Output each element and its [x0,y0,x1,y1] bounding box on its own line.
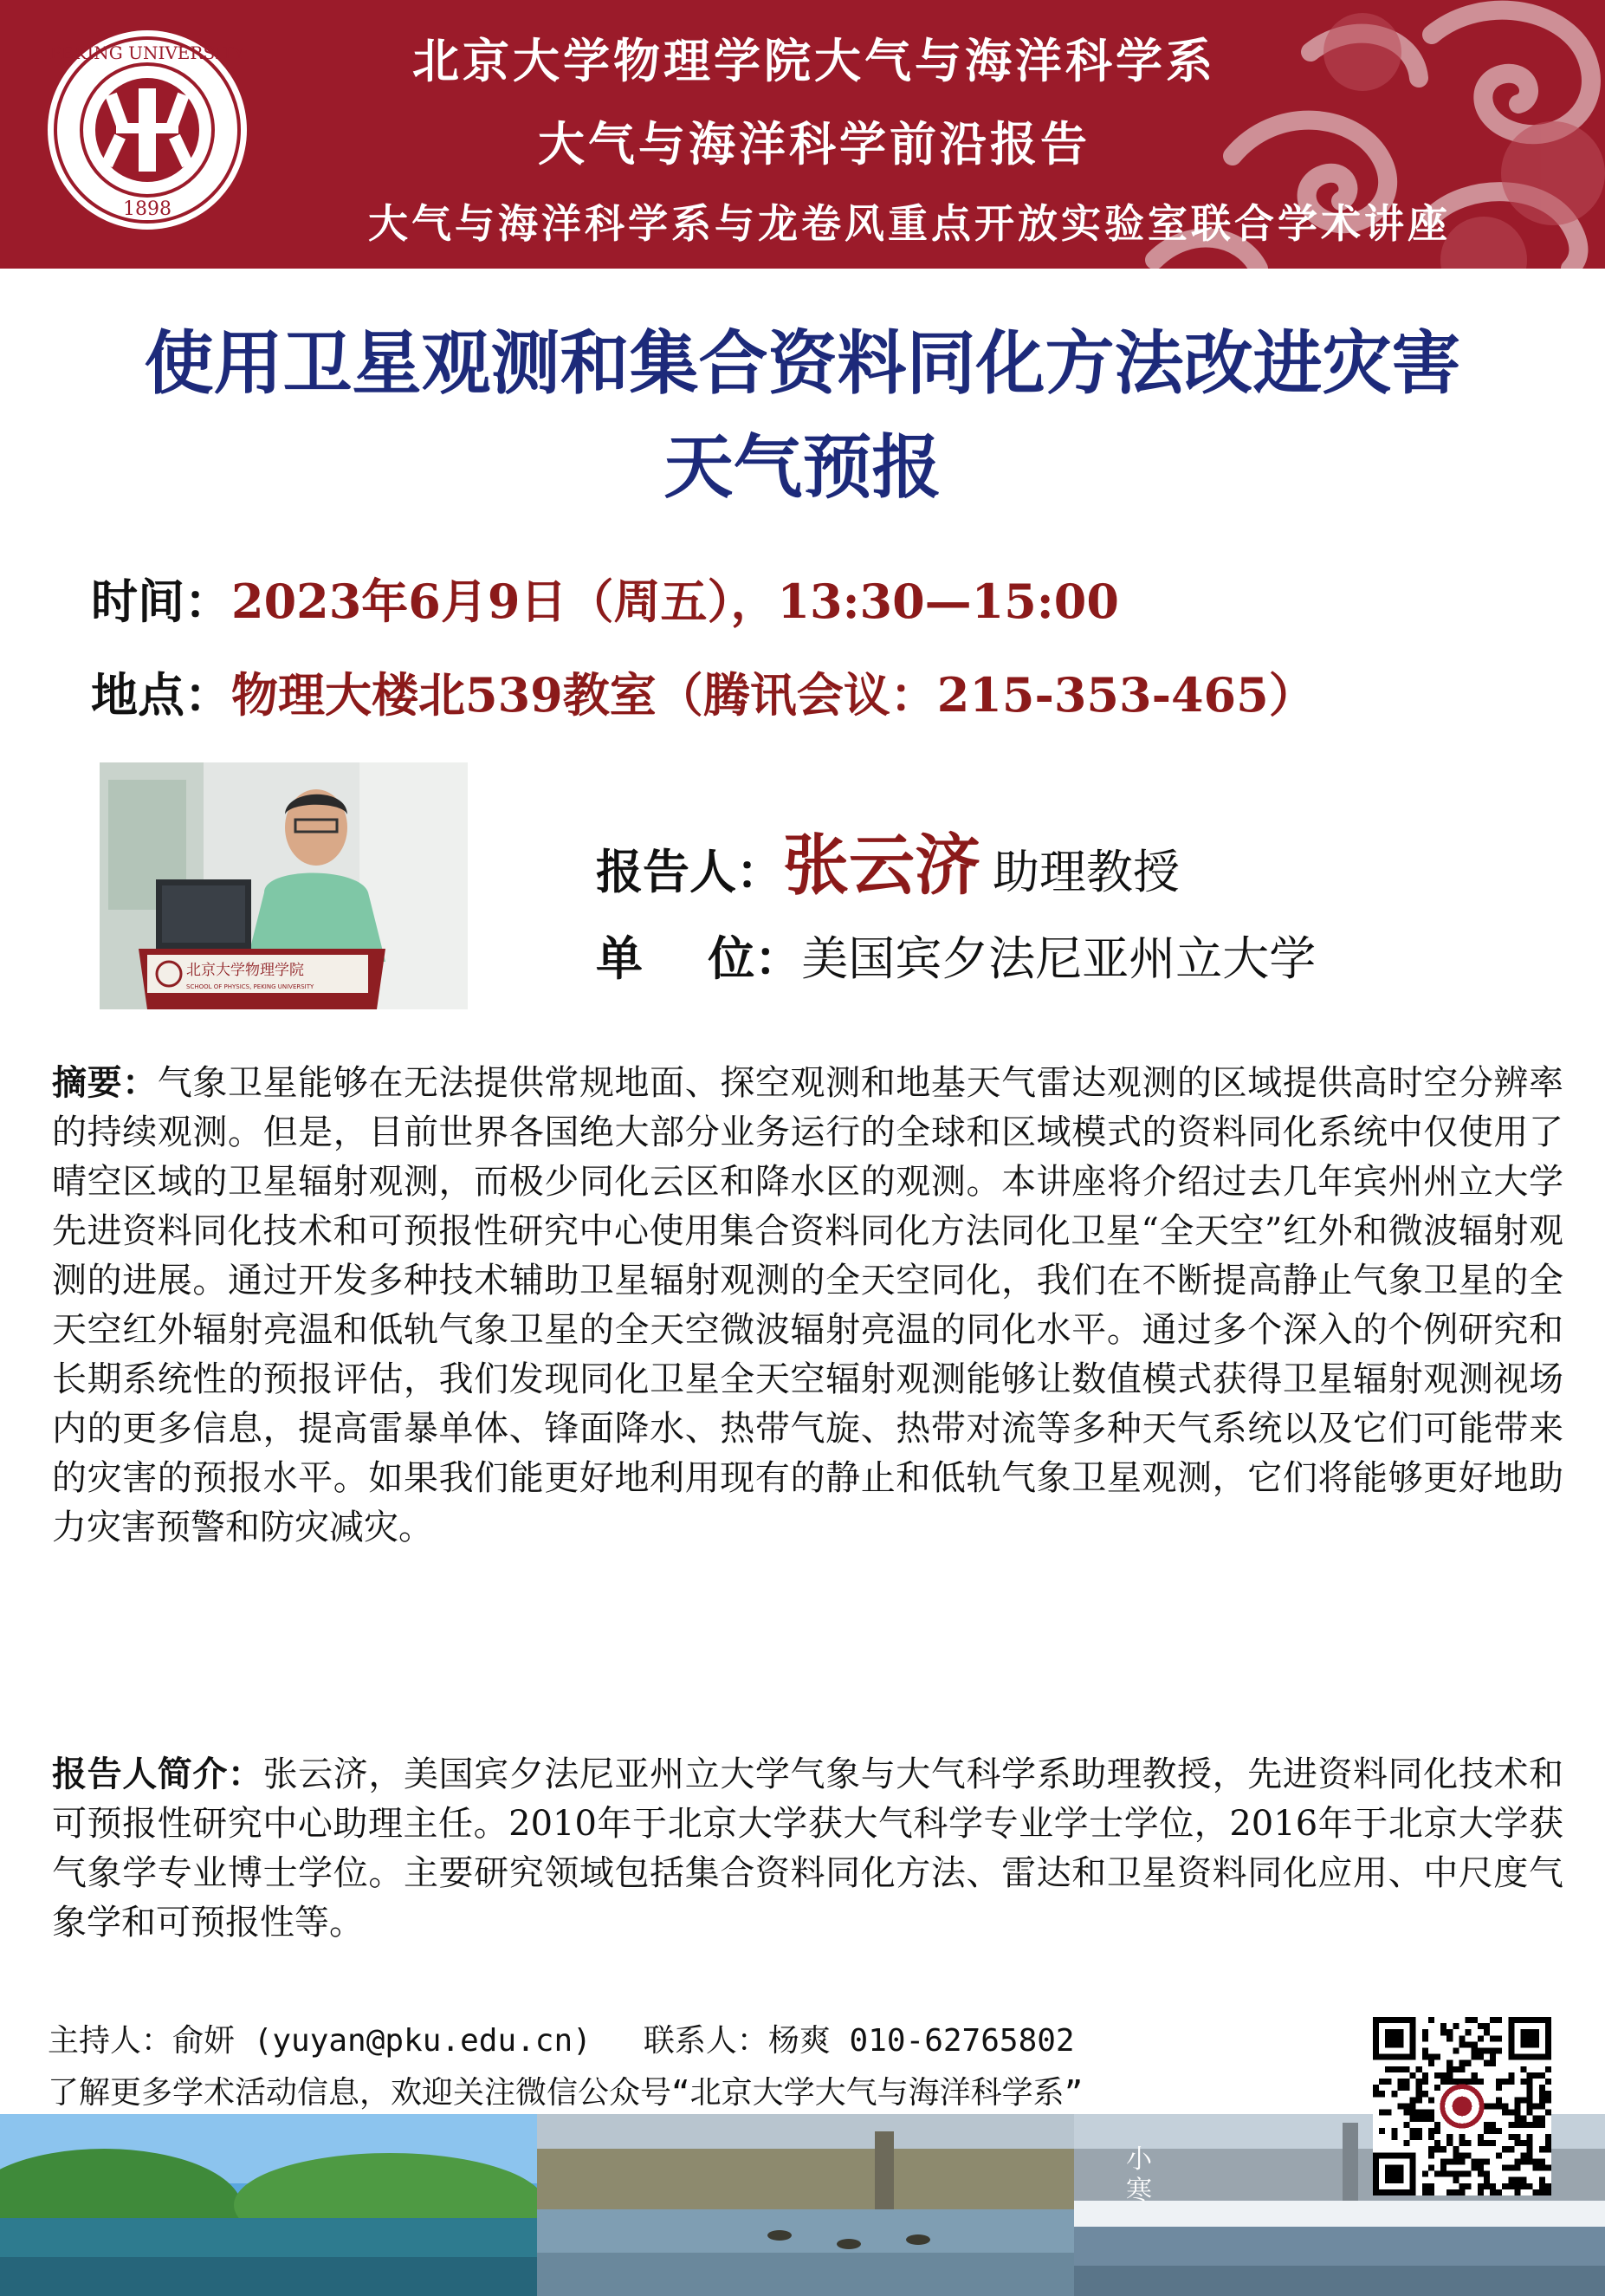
seal-ring-text: PEKING UNIVERSITY [49,42,245,63]
unit-row [596,922,1316,989]
host-label: 主持人： [48,2023,173,2059]
joint-lecture-subtitle: 大气与海洋科学系与龙卷风重点开放实验室联合学术讲座 [368,200,1451,247]
place-label: 地点： [91,668,231,723]
speaker-rank: 助理教授 [993,845,1180,899]
campus-lake-summer-image [0,2114,546,2296]
header-banner [0,0,1605,269]
speaker-label: 报告人： [596,845,783,899]
time-row [91,565,1119,632]
host-contact-line [48,2016,1075,2060]
host-value: 俞妍 (yuyan@pku.edu.cn) [172,2023,592,2059]
talk-title-line2: 天气预报 [663,427,942,508]
time-label: 时间： [91,574,231,629]
series-name: 大气与海洋科学前沿报告 [538,116,1090,172]
peking-university-seal-icon [43,26,251,234]
talk-title-line1: 使用卫星观测和集合资料同化方法改进灾害 [144,323,1461,404]
talk-title [52,312,1553,520]
campus-photo-strip [0,2114,1605,2296]
bio-paragraph [52,1750,1563,1948]
podium-sign: 北京大学物理学院 [186,962,304,979]
bio-label: 报告人简介： [52,1754,263,1794]
time-value: 2023年6月9日（周五），13:30—15:00 [231,574,1119,629]
wechat-qr-code-icon [1373,2017,1551,2195]
contact-label: 联系人： [643,2023,768,2059]
wechat-follow-line: 了解更多学术活动信息，欢迎关注微信公众号“北京大学大气与海洋科学系” [48,2075,1084,2111]
place-row [91,658,1316,725]
speaker-photo [100,762,468,1009]
abstract-paragraph [52,1059,1563,1553]
unit-label: 单 位： [596,931,802,986]
speaker-row [596,813,1180,907]
abstract-text: 气象卫星能够在无法提供常规地面、探空观测和地基天气雷达观测的区域提供高时空分辨率的持续观测。但是，目前世界各国绝大部分业务运行的全球和区域模式的资料同化系统中仅使用了晴空区域的卫星辐射观测，而极少同化云区和降水区的观测。本讲座将介绍过去几年宾州州立大学先进资料同化技术和可预报性研究中心使用集合资料同化方法同化卫星“全天空”红外和微波辐射观测的进展。通过开发多种技术辅助卫星辐射观测的全天空同化，我们在不断提高静止气象卫星的全天空红外辐射亮温和低轨气象卫星的全天空微波辐射亮温的同化水平。通过多个深入的个例研究和长期系统性的预报评估，我们发现同化卫星全天空辐射观测能够让数值模式获得卫星辐射观测视场内的更多信息，提高雷暴单体、锋面降水、热带气旋、热带对流等多种天气系统以及它们可能带来的灾害的预报水平。如果我们能更好地利用现有的静止和低轨气象卫星观测，它们将能够更好地助力灾害预警和防灾减灾。 [52,1063,1564,1547]
place-value: 物理大楼北539教室（腾讯会议：215-353-465） [231,667,1316,723]
abstract-label: 摘要： [52,1063,158,1103]
campus-lake-autumn-image [537,2114,1074,2296]
contact-value: 杨爽 010-62765802 [767,2023,1075,2059]
department-name: 北京大学物理学院大气与海洋科学系 [412,33,1216,88]
unit-value: 美国宾夕法尼亚州立大学 [801,931,1317,986]
seal-year: 1898 [123,198,172,220]
solar-term-overlay: 小寒 [1126,2144,1152,2206]
bio-text: 张云济，美国宾夕法尼亚州立大学气象与大气科学系助理教授，先进资料同化技术和可预报性研究中心助理主任。2010年于北京大学获大气科学专业学士学位，2016年于北京大学获气象学专业博士学位。主要研究领域包括集合资料同化方法、雷达和卫星资料同化应用、中尺度气象学和可预报性等。 [52,1754,1564,1943]
speaker-name: 张云济 [783,827,980,904]
podium-sign-sub: SCHOOL OF PHYSICS, PEKING UNIVERSITY [186,983,314,990]
